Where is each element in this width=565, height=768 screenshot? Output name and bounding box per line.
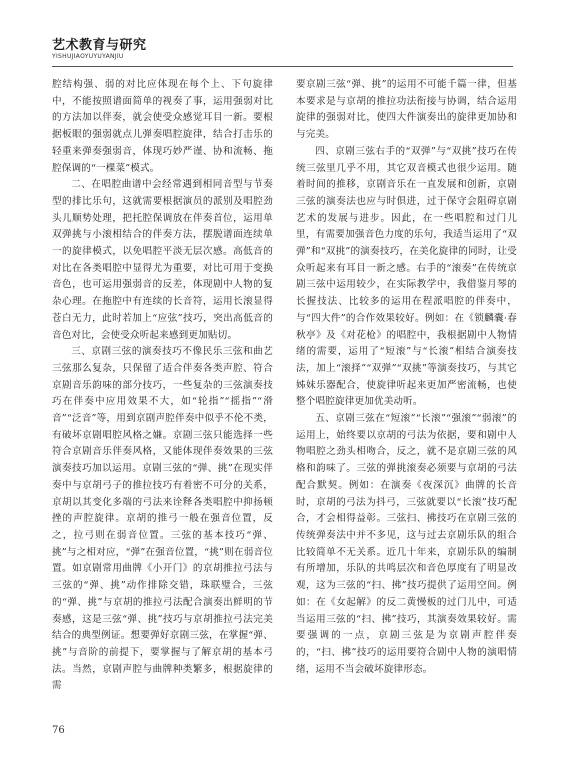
right-column	[296, 77, 517, 717]
article-body	[52, 77, 517, 717]
journal-pinyin: YISHUJIAOYUYUYANJIU	[52, 53, 124, 60]
left-column	[52, 77, 273, 717]
page-number: 76	[52, 725, 65, 736]
header-rule	[52, 66, 513, 67]
paragraph: 要京剧三弦“弹、挑”的运用不可能千篇一律，但基本要求是与京胡的推拉功法衔接与协调，结合运用旋律的强弱对比，使四大件演奏出的旋律更加协和与完美。	[296, 79, 517, 141]
paragraph: 腔结构强、弱的对比应体现在每个上、下句旋律中，不能按照谱面简单的视奏了事，运用强弱对比的方法加以伴奏，就会使受众感觉耳目一新。要根据板眼的强弱就点儿弹奏唱腔旋律，结合打击乐的轻重来弹奏强弱音，体现巧妙严谨、协和流畅、拖腔保调的“一棵菜”模式。	[52, 79, 273, 174]
paragraph: 二、在唱腔曲谱中会经常遇到相同音型与节奏型的排比乐句，这就需要根据演员的派别及唱腔劲头儿顺势处理，把托腔保调放在伴奏首位，运用单双弹挑与小滚相结合的伴奏方法，摆脱谱面连续单一的旋律模式，以免唱腔平淡无层次感。高低音的对比在各类唱腔中显得尤为重要，对比可用于变换音色，也可运用强弱音的反差，体现剧中人物的复杂心理。在拖腔中有连续的长音符，运用长滚显得苍白无力，此时若加上“应弦”技巧，突出高低音的音色对比，会使受众听起来感到更加贴切。	[52, 179, 273, 341]
paragraph: 五、京剧三弦在“短滚”“长滚”“强滚”“弱滚”的运用上，始终要以京胡的弓法为依据，要和剧中人物唱腔之劲头相吻合，反之，就不是京剧三弦的风格和韵味了。三弦的弹挑滚奏必须要与京胡的弓法配合默契。例如：在演奏《夜深沉》曲牌的长音时，京胡的弓法为抖弓，三弦就要以“长滚”技巧配合，才会相得益彰。三弦扫、拂技巧在京剧三弦的传统弹奏法中并不多见，这与过去京剧乐队的组合比较简单不无关系。近几十年来，京剧乐队的编制有所增加，乐队的共鸣层次和音色厚度有了明显改观，这为三弦的“扫、拂”技巧提供了运用空间。例如：在《女起解》的反二黄慢板的过门儿中，可适当运用三弦的“扫、拂”技巧，其演奏效果较好。需要强调的一点，京剧三弦是为京剧声腔伴奏的，“扫、拂”技巧的运用要符合剧中人物的演唱情绪，运用不当会破坏旋律形态。	[296, 413, 517, 675]
journal-title: 艺术教育与研究	[52, 38, 147, 53]
paragraph: 四、京剧三弦右手的“双弹”与“双挑”技巧在传统三弦里几乎不用，其它双音模式也很少运用。随着时间的推移，京剧音乐在一直发展和创新，京剧三弦的演奏法也应与时俱进，过于保守会阻碍京剧艺术的发展与进步。因此，在一些唱腔和过门儿里，有需要加强音色力度的乐句，我适当运用了“双弹”和“双挑”的演奏技巧，在美化旋律的同时，让受众听起来有耳目一新之感。右手的“滚奏”在传统京剧三弦中运用较少，在实际教学中，我借鉴月琴的长握技法、比较多的运用在程派唱腔的伴奏中，与“四大件”的合作效果较好。例如：在《锁麟囊·春秋亭》及《对花枪》的唱腔中，我根据剧中人物情绪的需要，运用了“短滚”与“长滚”相结合演奏技法，加上“滚择”“双弹”“双挑”等演奏技巧，与其它姊妹乐器配合，使旋律听起来更加严密流畅，也使整个唱腔旋律更加优美动听。	[296, 145, 517, 408]
paragraph: 三、京剧三弦的演奏技巧不像民乐三弦和曲艺三弦那么复杂，只保留了适合伴奏各类声腔、符合京剧音乐韵味的部分技巧，一些复杂的三弦演奏技巧在伴奏中应用效果不大，如“轮指”“摇指”“滑音”“泛音”等，用到京剧声腔伴奏中似乎不伦不类，有破坏京剧唱腔风格之嫌。京剧三弦只能选择一些符合京剧音乐伴奏风格，又能体现伴奏效果的三弦演奏技巧加以运用。京剧三弦的“弹、挑”在现实伴奏中与京胡弓子的推拉技巧有着密不可分的关系，京胡以其变化多端的弓法来诠释各类唱腔中抑扬顿挫的声腔旋律。京胡的推弓一般在强音位置，反之，拉弓则在弱音位置。三弦的基本技巧“弹、挑”与之相对应，“弹”在强音位置，“挑”则在弱音位置。如京剧常用曲牌《小开门》的京胡推拉弓法与三弦的“弹、挑”动作排除交错，珠联璧合，三弦的“弹、挑”与京胡的推拉弓法配合演奏出鲜明的节奏感，这是三弦“弹、挑”技巧与京胡推拉弓法完美结合的典型例证。想要弹好京剧三弦，在掌握“弹、挑”与音阶的前提下，要掌握与了解京胡的基本弓法。当然，京剧声腔与曲牌种类繁多，根据旋律的需	[52, 346, 273, 692]
journal-header	[52, 38, 147, 61]
